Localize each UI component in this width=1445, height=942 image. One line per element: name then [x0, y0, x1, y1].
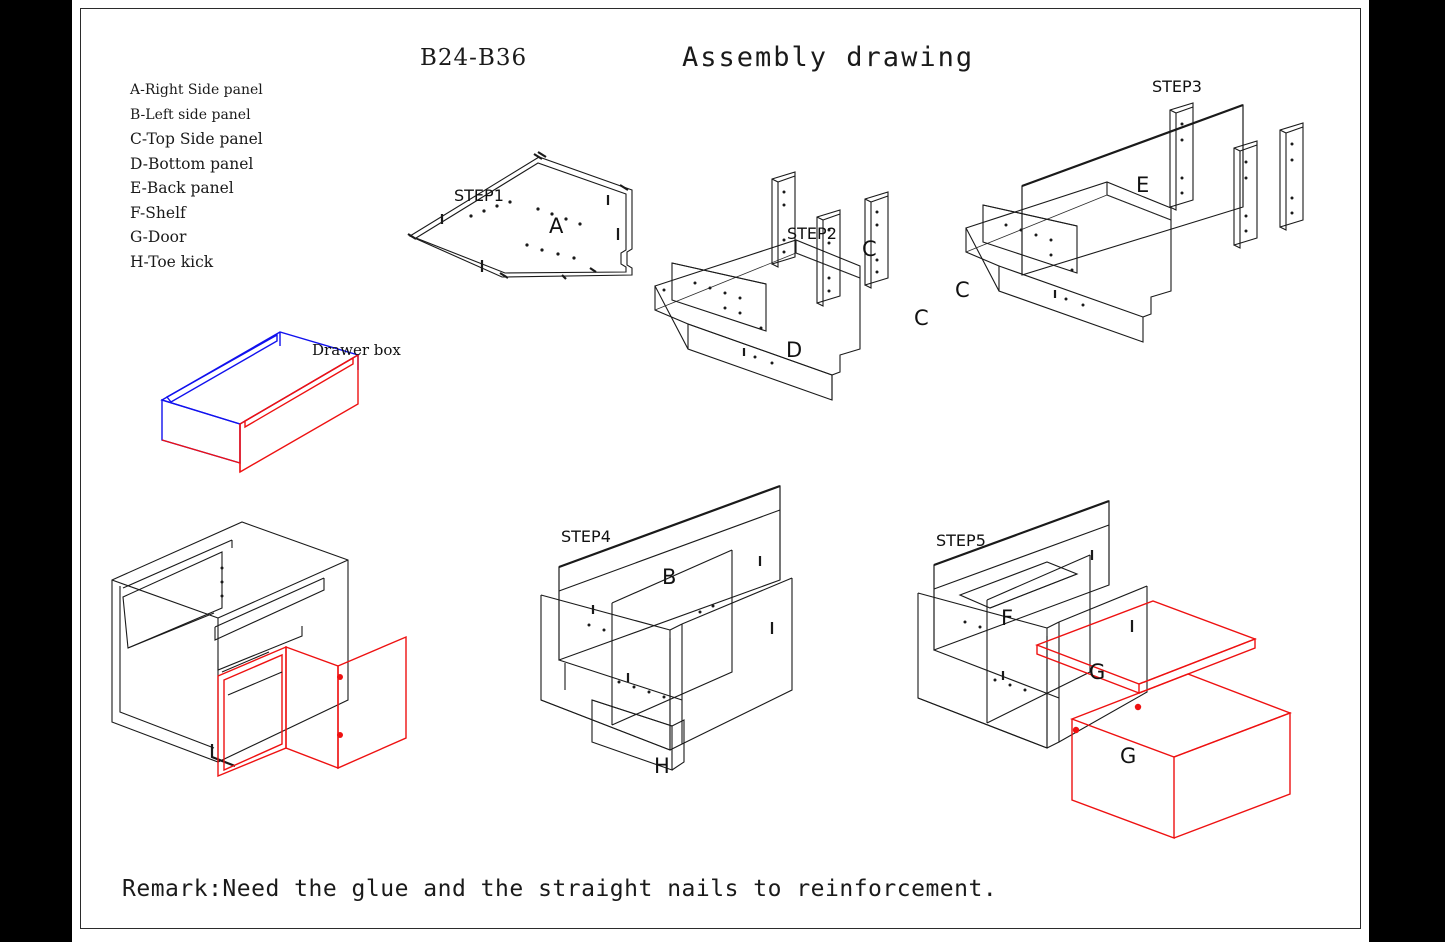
remark-text: Remark:Need the glue and the straight nails to reinforcement. — [122, 876, 998, 902]
part-label-e: E — [1136, 173, 1150, 197]
legend-item-b: B-Left side panel — [130, 106, 251, 123]
finished-cabinet-illustration — [112, 522, 406, 776]
step4-label: STEP4 — [561, 527, 611, 546]
part-label-f: F — [1001, 606, 1014, 630]
part-label-g2: G — [1120, 744, 1137, 768]
legend-item-g: G-Door — [130, 228, 187, 246]
step1-label: STEP1 — [454, 186, 504, 205]
step2-label: STEP2 — [787, 224, 837, 243]
legend-item-f: F-Shelf — [130, 203, 186, 222]
legend-item-h: H-Toe kick — [130, 252, 214, 271]
part-label-c3: C — [955, 278, 970, 302]
part-label-c2: C — [914, 306, 929, 330]
page-title: Assembly drawing — [682, 42, 975, 73]
assembly-artwork — [72, 0, 1369, 942]
legend-item-d: D-Bottom panel — [130, 154, 254, 173]
drawing-sheet — [72, 0, 1369, 942]
part-label-a: A — [549, 214, 564, 238]
part-label-g1: G — [1089, 660, 1106, 684]
step3-label: STEP3 — [1152, 77, 1202, 96]
part-label-d: D — [786, 338, 803, 362]
part-label-h: H — [654, 754, 670, 778]
part-label-c1: C — [862, 237, 877, 261]
step2-illustration — [655, 172, 888, 400]
step1-illustration — [408, 152, 632, 279]
part-label-b: B — [662, 565, 677, 589]
step5-label: STEP5 — [936, 531, 986, 550]
step3-illustration — [966, 103, 1303, 342]
model-number: B24-B36 — [420, 45, 528, 71]
legend-item-a: A-Right Side panel — [130, 82, 263, 98]
legend-item-c: C-Top Side panel — [130, 130, 263, 148]
legend-item-e: E-Back panel — [130, 179, 234, 197]
drawer-box-label: Drawer box — [312, 341, 401, 359]
